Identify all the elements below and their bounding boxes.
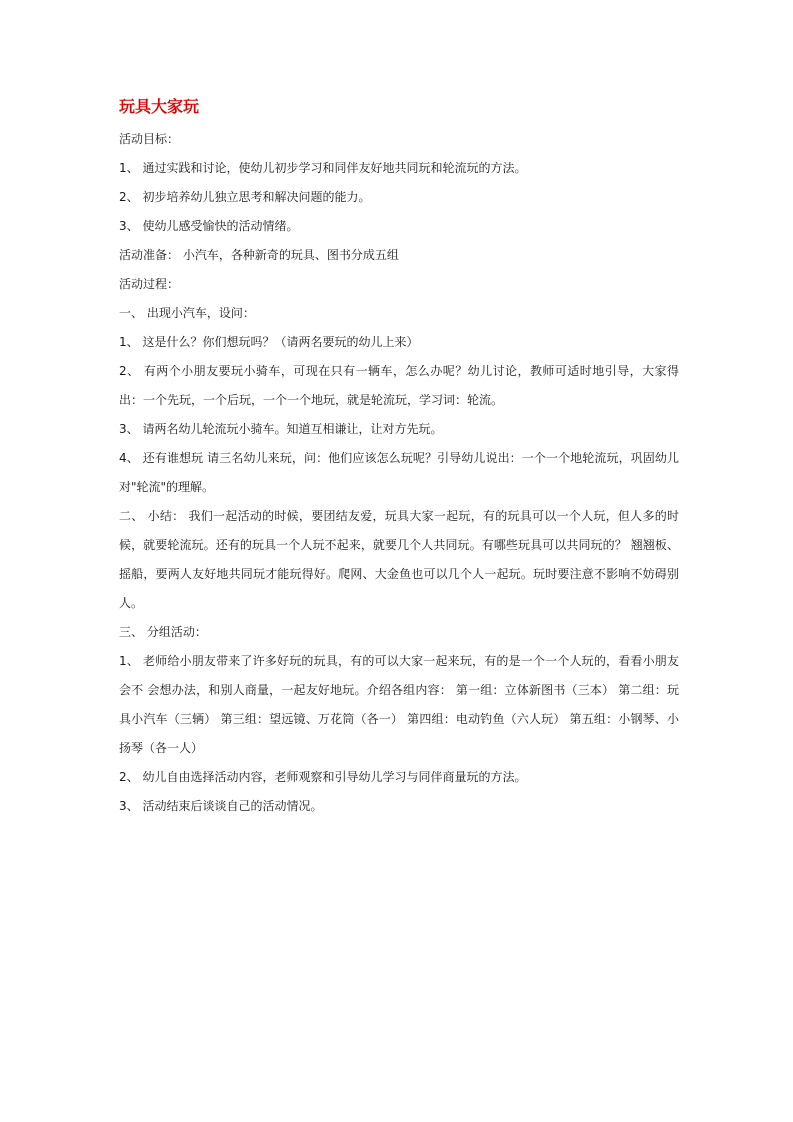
- section3-heading: 三、 分组活动：: [119, 625, 207, 639]
- section3-item: 2、 幼儿自由选择活动内容，老师观察和引导幼儿学习与同伴商量玩的方法。: [119, 770, 527, 784]
- process-heading: 活动过程：: [119, 277, 180, 291]
- section1-item: 3、 请两名幼儿轮流玩小骑车。知道互相谦让，让对方先玩。: [119, 422, 443, 436]
- section3-item: 1、 老师给小朋友带来了许多好玩的玩具，有的可以大家一起来玩，有的是一个一个人玩的，看看小朋友会不 会想办法，和别人商量，一起友好地玩。介绍各组内容： 第一组：立体新图书（三本） 第二组：玩具小汽车（三辆） 第三组：望远镜、万花筒（各一） 第四组：电动钓鱼（六人玩） 第五组：小钢琴、小扬琴（各一人）: [119, 654, 679, 755]
- document-title: 玩具大家玩: [119, 97, 200, 116]
- section1-item: 1、 这是什么？你们想玩吗？（请两名要玩的幼儿上来）: [119, 335, 419, 349]
- section1-item: 2、 有两个小朋友要玩小骑车，可现在只有一辆车，怎么办呢？幼儿讨论，教师可适时地引导，大家得出：一个先玩，一个后玩，一个一个地玩，就是轮流玩，学习词：轮流。: [119, 364, 679, 407]
- section1-item: 4、 还有谁想玩 请三名幼儿来玩，问：他们应该怎么玩呢？引导幼儿说出：一个一个地轮流玩，巩固幼儿对"轮流"的理解。: [119, 451, 679, 494]
- goal-item: 1、 通过实践和讨论，使幼儿初步学习和同伴友好地共同玩和轮流玩的方法。: [119, 161, 527, 175]
- section2-summary: 二、 小结： 我们一起活动的时候，要团结友爱，玩具大家一起玩，有的玩具可以一个人玩，但人多的时候，就要轮流玩。还有的玩具一个人玩不起来，就要几个人共同玩。有哪些玩具可以共同玩的？ 翘翘板、摇船，要两人友好地共同玩才能玩得好。爬网、大金鱼也可以几个人一起玩。玩时要注意不影响不妨碍别人。: [119, 509, 679, 610]
- goals-heading: 活动目标：: [119, 132, 180, 146]
- section3-item: 3、 活动结束后谈谈自己的活动情况。: [119, 799, 323, 813]
- section1-heading: 一、 出现小汽车，设问：: [119, 306, 255, 320]
- document-content: [119, 96, 679, 821]
- preparation-line: 活动准备： 小汽车，各种新奇的玩具、图书分成五组: [119, 248, 399, 262]
- goal-item: 2、 初步培养幼儿独立思考和解决问题的能力。: [119, 190, 371, 204]
- goal-item: 3、 使幼儿感受愉快的活动情绪。: [119, 219, 299, 233]
